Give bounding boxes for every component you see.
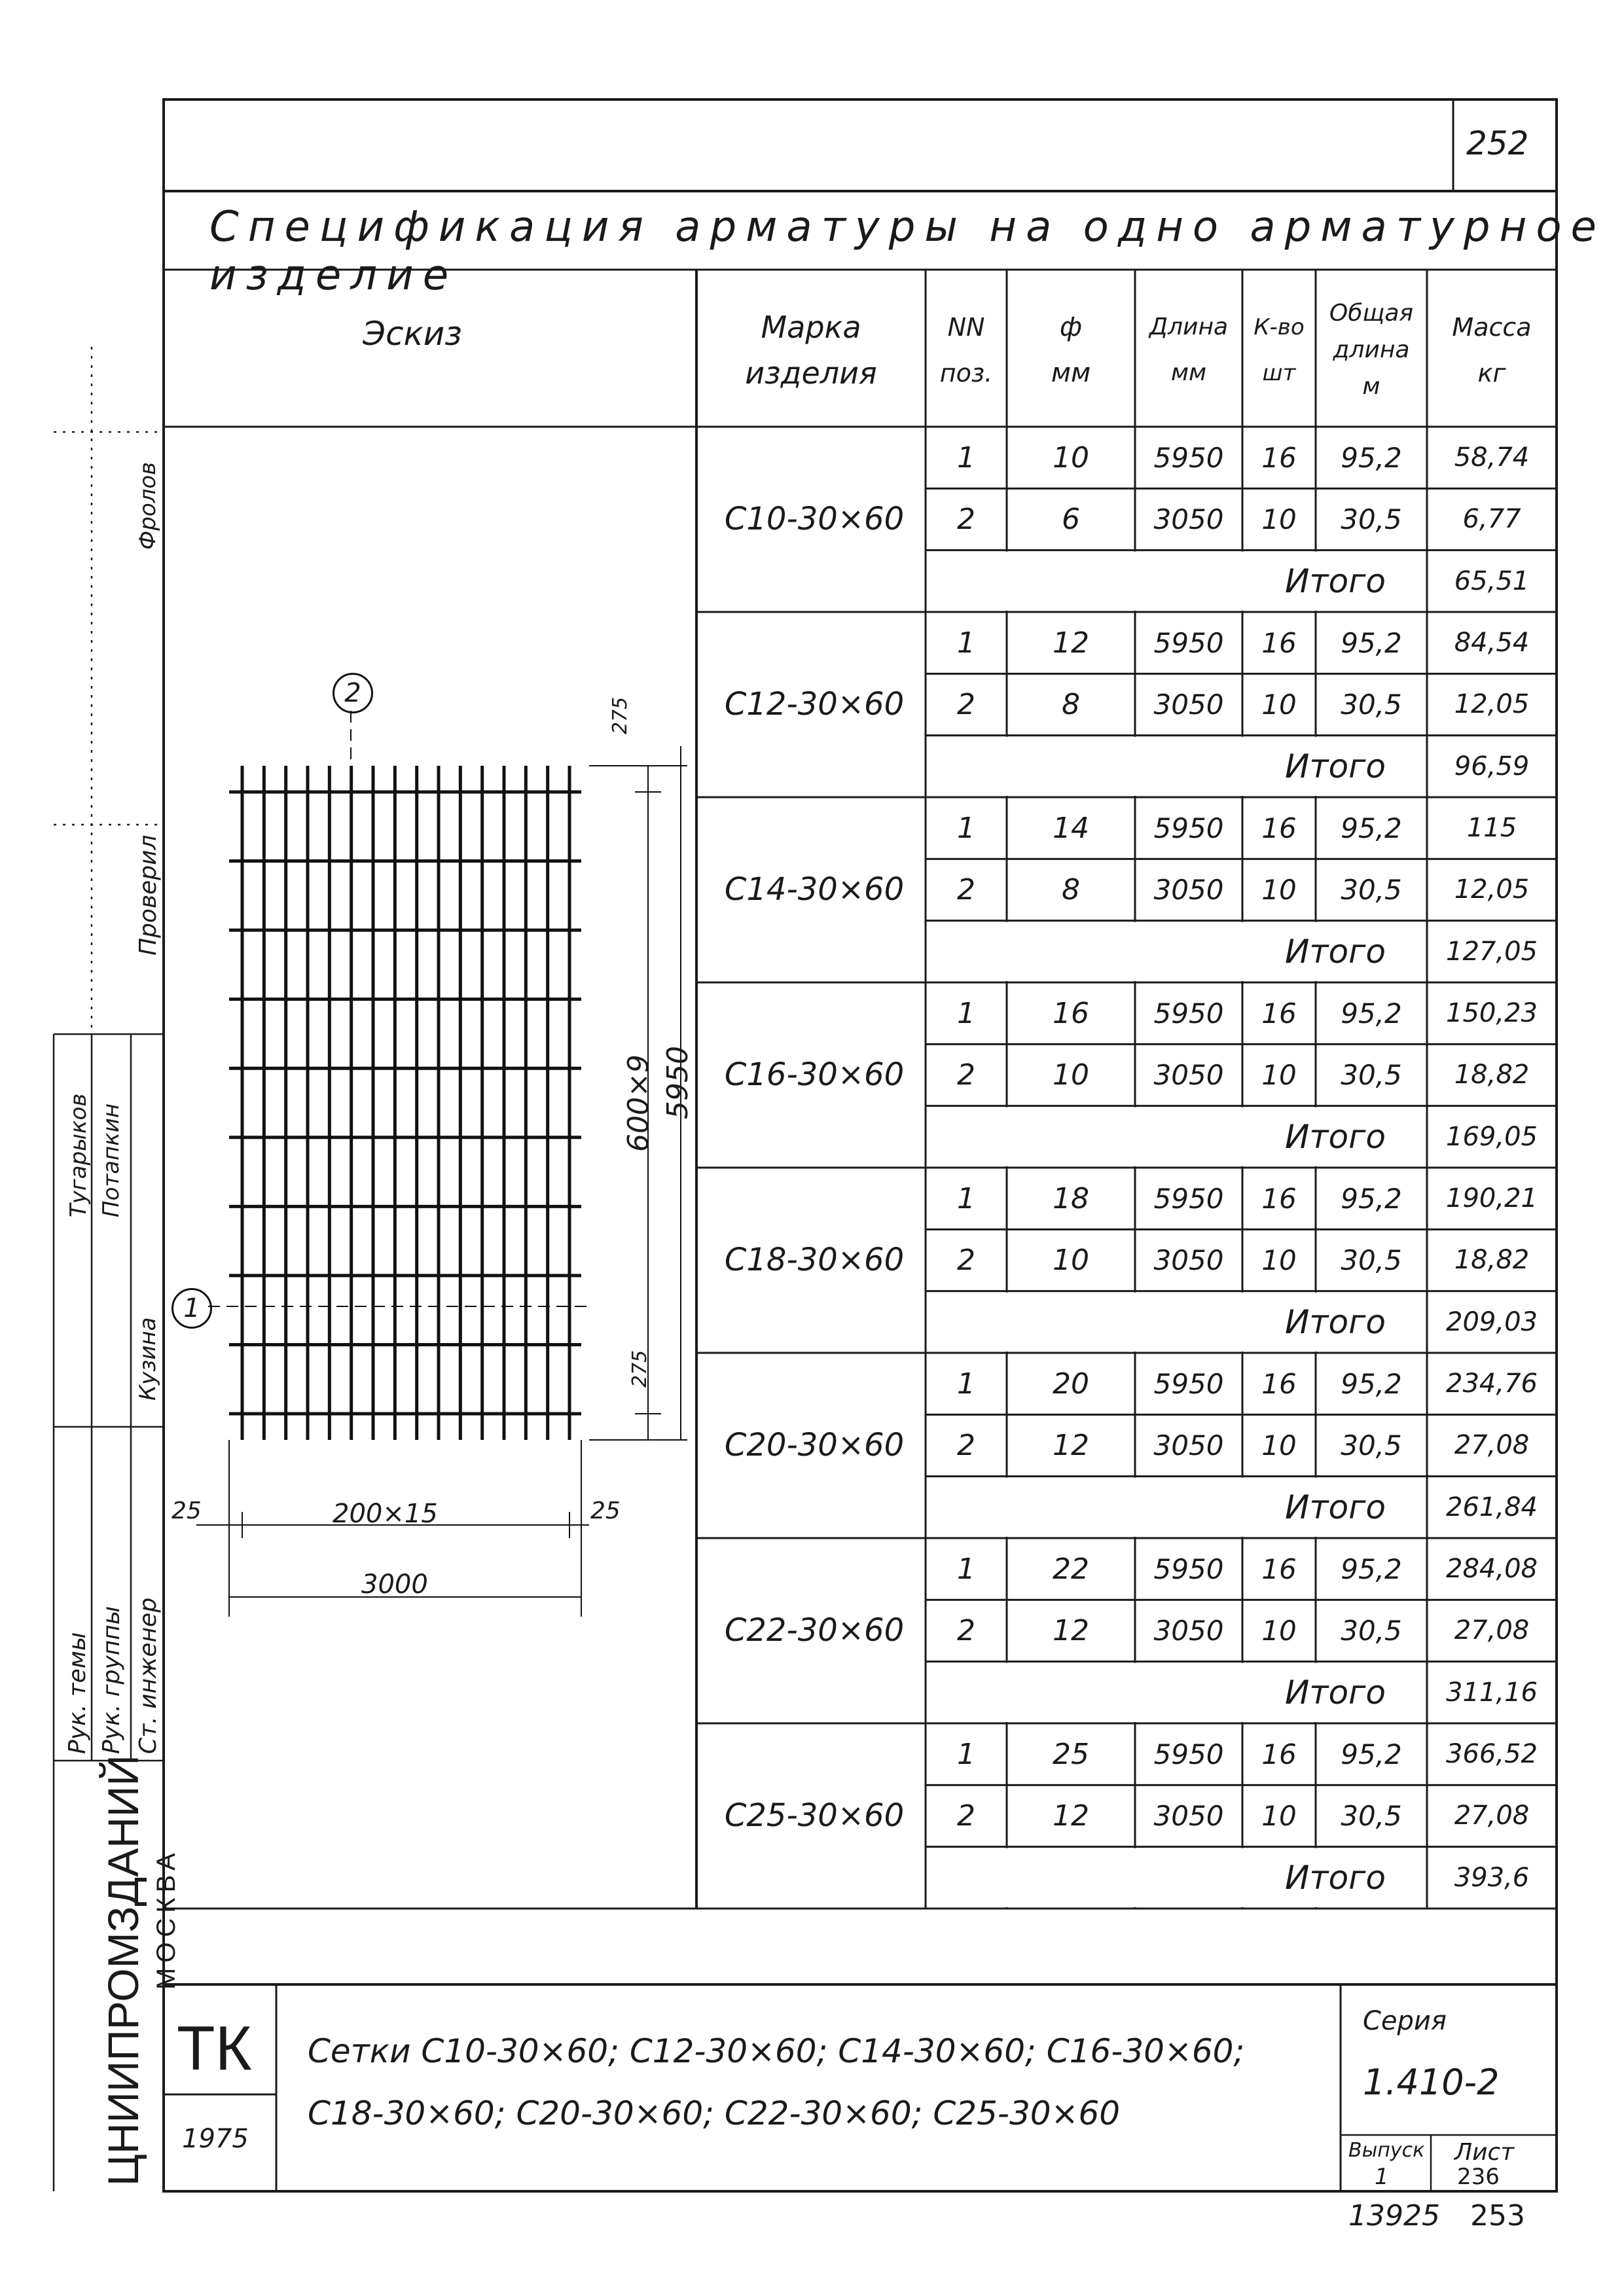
header-mark-l2: изделия xyxy=(745,355,877,391)
position-number: 2 xyxy=(957,872,975,906)
total-length: 95,2 xyxy=(1341,812,1402,844)
position-number: 1 xyxy=(957,440,975,475)
product-mark: С12-30×60 xyxy=(724,686,905,723)
callout-top xyxy=(333,673,373,713)
total-mass: 65,51 xyxy=(1454,565,1530,596)
callout-top-label: 2 xyxy=(344,678,361,708)
name-engineer: Кузина xyxy=(135,1317,161,1401)
bar-diameter: 25 xyxy=(1053,1737,1089,1771)
position-number: 2 xyxy=(957,1799,975,1833)
stamp-code: ТК xyxy=(177,2013,252,2083)
total-label: Итого xyxy=(1285,1302,1386,1341)
header-total-length xyxy=(1316,275,1427,425)
header-diam xyxy=(1007,275,1135,425)
sheet-number: 252 xyxy=(1466,124,1529,162)
total-length: 30,5 xyxy=(1341,1429,1402,1462)
header-pos-l2: поз. xyxy=(939,359,993,387)
bar-diameter: 8 xyxy=(1062,872,1080,906)
bar-count: 10 xyxy=(1261,1244,1297,1276)
organization-city: МОСКВА xyxy=(152,1848,181,1990)
bar-mass: 12,05 xyxy=(1454,689,1530,720)
position-number: 1 xyxy=(957,996,975,1030)
bar-length: 5950 xyxy=(1153,997,1224,1030)
position-number: 1 xyxy=(957,1367,975,1401)
bar-mass: 18,82 xyxy=(1454,1060,1530,1090)
total-length: 95,2 xyxy=(1341,997,1402,1030)
total-length: 95,2 xyxy=(1341,1182,1402,1215)
bar-mass: 366,52 xyxy=(1446,1739,1538,1770)
header-sketch: Эскиз xyxy=(363,315,462,353)
product-mark: С18-30×60 xyxy=(724,1242,905,1279)
total-mass: 311,16 xyxy=(1446,1677,1538,1708)
total-mass: 96,59 xyxy=(1454,751,1530,781)
bar-diameter: 10 xyxy=(1053,1058,1089,1092)
bar-count: 10 xyxy=(1261,503,1297,535)
total-length: 30,5 xyxy=(1341,1614,1402,1647)
bar-length: 3050 xyxy=(1153,503,1224,535)
product-mark: С22-30×60 xyxy=(724,1612,905,1649)
total-length: 30,5 xyxy=(1341,1244,1402,1276)
position-number: 1 xyxy=(957,1737,975,1771)
total-length: 95,2 xyxy=(1341,1738,1402,1770)
bar-count: 16 xyxy=(1261,1182,1297,1215)
total-length: 30,5 xyxy=(1341,1058,1402,1091)
bar-mass: 27,08 xyxy=(1454,1801,1530,1831)
bar-mass: 27,08 xyxy=(1454,1430,1530,1461)
bar-diameter: 12 xyxy=(1053,626,1089,660)
bar-count: 16 xyxy=(1261,812,1297,844)
bar-count: 10 xyxy=(1261,1429,1297,1462)
callout-left xyxy=(171,1288,212,1329)
bar-count: 16 xyxy=(1261,1552,1297,1585)
header-total-length-l1: Общая xyxy=(1329,300,1414,327)
callout-left-label: 1 xyxy=(183,1293,200,1323)
header-total-length-l2: длина xyxy=(1333,336,1410,363)
total-label: Итого xyxy=(1285,1673,1386,1712)
issue-value: 1 xyxy=(1375,2164,1389,2190)
position-number: 1 xyxy=(957,811,975,845)
position-number: 2 xyxy=(957,1428,975,1462)
dim-bottom-margin: 275 xyxy=(628,1350,651,1388)
bar-mass: 150,23 xyxy=(1446,998,1538,1029)
header-diam-l2: мм xyxy=(1051,358,1091,388)
bar-length: 3050 xyxy=(1153,1799,1224,1832)
dim-main-vertical: 600×9 xyxy=(622,1054,655,1152)
bar-length: 3050 xyxy=(1153,1614,1224,1647)
role-senior-engineer: Ст. инженер xyxy=(135,1597,162,1754)
bar-count: 10 xyxy=(1261,1799,1297,1832)
header-count-l1: К-во xyxy=(1254,314,1305,340)
bar-length: 3050 xyxy=(1153,873,1224,906)
bar-length: 3050 xyxy=(1153,688,1224,721)
bar-count: 10 xyxy=(1261,688,1297,721)
total-length: 95,2 xyxy=(1341,626,1402,659)
total-length: 30,5 xyxy=(1341,503,1402,535)
bar-length: 5950 xyxy=(1153,626,1224,659)
header-diam-l1: ф xyxy=(1059,312,1083,342)
bar-mass: 18,82 xyxy=(1454,1245,1530,1276)
header-mass-l1: Масса xyxy=(1452,313,1532,342)
bar-count: 16 xyxy=(1261,441,1297,474)
stamp-title-line1: Сетки С10-30×60; С12-30×60; С14-30×60; С16-30×60; xyxy=(308,2032,1245,2070)
bar-length: 5950 xyxy=(1153,1738,1224,1770)
product-mark: С10-30×60 xyxy=(724,501,905,538)
role-checked: Проверил xyxy=(135,834,162,956)
product-mark: С20-30×60 xyxy=(724,1427,905,1464)
position-number: 1 xyxy=(957,1181,975,1215)
organization-name: ЦНИИПРОМЗДАНИЙ xyxy=(99,1755,147,2186)
bar-diameter: 12 xyxy=(1053,1799,1089,1833)
bar-mass: 84,54 xyxy=(1454,628,1530,658)
bar-mass: 190,21 xyxy=(1446,1183,1538,1214)
position-number: 2 xyxy=(957,1058,975,1092)
bar-mass: 58,74 xyxy=(1454,442,1530,473)
bar-diameter: 12 xyxy=(1053,1428,1089,1462)
total-mass: 209,03 xyxy=(1446,1306,1538,1337)
bar-length: 3050 xyxy=(1153,1244,1224,1276)
header-count xyxy=(1242,275,1316,425)
bar-diameter: 6 xyxy=(1062,502,1080,536)
role-group-lead: Рук. группы xyxy=(98,1605,125,1754)
dim-top-margin: 275 xyxy=(609,696,632,734)
total-mass: 169,05 xyxy=(1446,1121,1538,1152)
footer-number-1: 13925 xyxy=(1348,2199,1440,2233)
total-length: 30,5 xyxy=(1341,1799,1402,1832)
header-mass xyxy=(1427,275,1557,425)
header-mark-l1: Марка xyxy=(761,310,861,345)
bar-length: 5950 xyxy=(1153,441,1224,474)
bar-diameter: 12 xyxy=(1053,1613,1089,1647)
position-number: 1 xyxy=(957,626,975,660)
name-lead: Тугарыков xyxy=(65,1093,92,1217)
bar-mass: 284,08 xyxy=(1446,1554,1538,1585)
header-length xyxy=(1135,275,1242,425)
name-group-lead: Потапкин xyxy=(98,1103,124,1217)
dim-left-margin: 25 xyxy=(171,1498,202,1524)
total-label: Итого xyxy=(1285,562,1386,600)
sheet-value: 236 xyxy=(1457,2164,1500,2190)
bar-count: 10 xyxy=(1261,873,1297,906)
bar-length: 5950 xyxy=(1153,1182,1224,1215)
header-mark xyxy=(696,275,926,425)
footer-number-2: 253 xyxy=(1470,2199,1525,2233)
bar-mass: 115 xyxy=(1466,813,1517,844)
sheet-label: Лист xyxy=(1454,2139,1515,2166)
header-pos xyxy=(926,275,1007,425)
position-number: 2 xyxy=(957,1613,975,1647)
total-length: 95,2 xyxy=(1341,441,1402,474)
bar-diameter: 16 xyxy=(1053,996,1089,1030)
total-label: Итого xyxy=(1285,747,1386,785)
position-number: 2 xyxy=(957,502,975,536)
total-length: 30,5 xyxy=(1341,688,1402,721)
total-mass: 393,6 xyxy=(1454,1862,1530,1893)
dim-main-horizontal: 200×15 xyxy=(333,1499,438,1529)
bar-count: 10 xyxy=(1261,1058,1297,1091)
header-length-l2: мм xyxy=(1170,359,1207,386)
header-pos-l1: NN xyxy=(947,313,985,342)
header-mass-l2: кг xyxy=(1477,359,1506,387)
bar-count: 16 xyxy=(1261,1738,1297,1770)
dim-total-vertical: 5950 xyxy=(661,1046,695,1119)
page-title: Спецификация арматуры на одно арматурное изделие xyxy=(209,203,1606,300)
dim-right-margin: 25 xyxy=(590,1498,621,1524)
stamp-title-line2: С18-30×60; С20-30×60; С22-30×60; С25-30×60 xyxy=(308,2094,1121,2132)
bar-diameter: 22 xyxy=(1053,1552,1089,1586)
total-label: Итого xyxy=(1285,1858,1386,1897)
product-mark: С25-30×60 xyxy=(724,1797,905,1835)
dim-total-horizontal: 3000 xyxy=(361,1570,428,1600)
total-length: 95,2 xyxy=(1341,1367,1402,1400)
total-length: 95,2 xyxy=(1341,1552,1402,1585)
header-count-l2: шт xyxy=(1262,360,1296,386)
total-label: Итого xyxy=(1285,932,1386,971)
bar-diameter: 14 xyxy=(1053,811,1089,845)
product-mark: С16-30×60 xyxy=(724,1056,905,1094)
bar-mass: 27,08 xyxy=(1454,1615,1530,1646)
position-number: 1 xyxy=(957,1552,975,1586)
total-label: Итого xyxy=(1285,1488,1386,1526)
bar-mass: 12,05 xyxy=(1454,874,1530,905)
series-label: Серия xyxy=(1363,2006,1447,2036)
bar-diameter: 20 xyxy=(1053,1367,1089,1401)
stamp-year: 1975 xyxy=(182,2124,249,2154)
total-mass: 127,05 xyxy=(1446,936,1538,967)
bar-count: 16 xyxy=(1261,997,1297,1030)
position-number: 2 xyxy=(957,1243,975,1277)
bar-count: 10 xyxy=(1261,1614,1297,1647)
bar-count: 16 xyxy=(1261,1367,1297,1400)
bar-count: 16 xyxy=(1261,626,1297,659)
bar-diameter: 10 xyxy=(1053,1243,1089,1277)
issue-label: Выпуск xyxy=(1348,2139,1425,2162)
bar-mass: 234,76 xyxy=(1446,1369,1538,1399)
series-value: 1.410-2 xyxy=(1363,2062,1500,2103)
bar-length: 3050 xyxy=(1153,1429,1224,1462)
total-mass: 261,84 xyxy=(1446,1492,1538,1522)
role-lead: Рук. темы xyxy=(64,1632,91,1754)
bar-length: 5950 xyxy=(1153,812,1224,844)
header-length-l1: Длина xyxy=(1149,314,1229,340)
name-checker: Фролов xyxy=(135,461,161,550)
bar-diameter: 18 xyxy=(1053,1181,1089,1215)
total-length: 30,5 xyxy=(1341,873,1402,906)
bar-diameter: 10 xyxy=(1053,440,1089,475)
bar-length: 5950 xyxy=(1153,1367,1224,1400)
total-label: Итого xyxy=(1285,1117,1386,1156)
bar-length: 5950 xyxy=(1153,1552,1224,1585)
position-number: 2 xyxy=(957,687,975,721)
bar-length: 3050 xyxy=(1153,1058,1224,1091)
bar-diameter: 8 xyxy=(1062,687,1080,721)
header-total-length-l3: м xyxy=(1362,373,1380,400)
bar-mass: 6,77 xyxy=(1462,504,1521,535)
product-mark: С14-30×60 xyxy=(724,871,905,908)
